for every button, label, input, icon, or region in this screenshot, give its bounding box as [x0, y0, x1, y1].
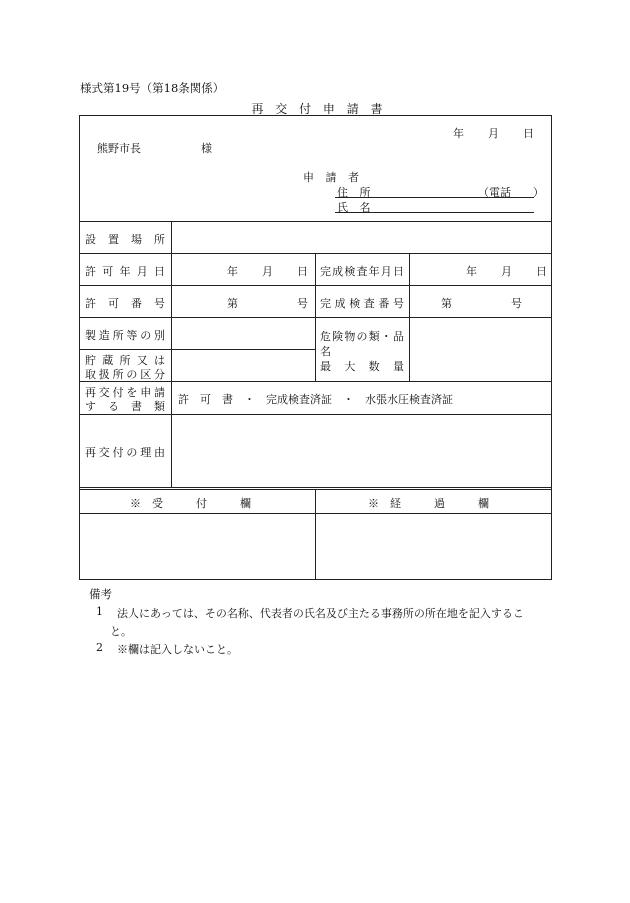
permit-date-month: 月 [262, 265, 273, 278]
form-number-label: 様式第19号（第18条関係） [80, 81, 225, 95]
name-underline [335, 212, 534, 213]
form-title: 再 交 付 申 請 書 [251, 102, 387, 116]
documents-label-line1: 再 交 付 を 申 請 [85, 386, 165, 399]
permit-date-label: 許 可 年 月 日 [85, 265, 165, 278]
permit-number-suffix: 号 [297, 297, 308, 310]
address-label: 住 所 [337, 186, 375, 199]
label-column-divider [171, 221, 172, 487]
permit-date-year: 年 [227, 265, 238, 278]
column-divider [315, 253, 316, 381]
storage-type-label-line2: 取 扱 所 の 区 分 [85, 368, 165, 381]
location-label: 設 置 場 所 [85, 233, 165, 246]
header-date-month: 月 [488, 127, 499, 140]
max-quantity-label: 最 大 数 量 [320, 360, 404, 373]
reason-label: 再 交 付 の 理 由 [85, 446, 165, 459]
completion-date-year: 年 [466, 265, 477, 278]
row-divider [79, 414, 552, 415]
facility-type-label: 製 造 所 等 の 別 [85, 329, 165, 342]
note-1-number: 1 [96, 605, 103, 618]
documents-label-line2: す る 書 類 [85, 400, 165, 413]
addressee-honorific: 様 [201, 142, 212, 155]
phone-label: （電話 ） [478, 186, 544, 199]
name-label: 氏 名 [337, 201, 375, 214]
note-2-number: 2 [96, 641, 103, 654]
completion-date-month: 月 [501, 265, 512, 278]
notes-heading: 備考 [89, 587, 112, 601]
header-date-year: 年 [453, 127, 464, 140]
column-divider [409, 253, 410, 381]
completion-number-label: 完 成 検 査 番 号 [320, 297, 404, 310]
row-divider [79, 221, 552, 222]
hazard-label-line1: 危 険 物 の 類 ・ 品 [320, 330, 404, 343]
hazard-label-line2: 名 [320, 345, 331, 358]
address-underline [335, 197, 534, 198]
note-1-text-continued: と。 [110, 625, 132, 638]
row-divider [79, 487, 552, 488]
row-divider [79, 349, 315, 350]
applicant-label: 申 請 者 [303, 171, 363, 184]
note-2-text: ※欄は記入しないこと。 [117, 643, 238, 656]
documents-options: 許 可 書 ・ 完成検査済証 ・ 水張水圧検査済証 [178, 393, 453, 406]
note-1-text: 法人にあっては、その名称、代表者の氏名及び主たる事務所の所在地を記入するこ [117, 607, 524, 620]
storage-type-label-line1: 貯 蔵 所 又 は [85, 354, 165, 367]
reception-column-header: ※ 受 付 欄 [130, 497, 251, 510]
permit-number-label: 許 可 番 号 [85, 297, 165, 310]
header-date-day: 日 [523, 127, 534, 140]
footer-column-divider [315, 489, 316, 580]
permit-date-day: 日 [297, 265, 308, 278]
completion-number-prefix: 第 [441, 297, 452, 310]
progress-column-header: ※ 経 過 欄 [368, 497, 489, 510]
addressee: 熊野市長 [97, 142, 141, 155]
completion-date-label: 完 成 検 査 年 月 日 [320, 265, 404, 278]
completion-date-day: 日 [536, 265, 547, 278]
permit-number-prefix: 第 [227, 297, 238, 310]
completion-number-suffix: 号 [511, 297, 522, 310]
